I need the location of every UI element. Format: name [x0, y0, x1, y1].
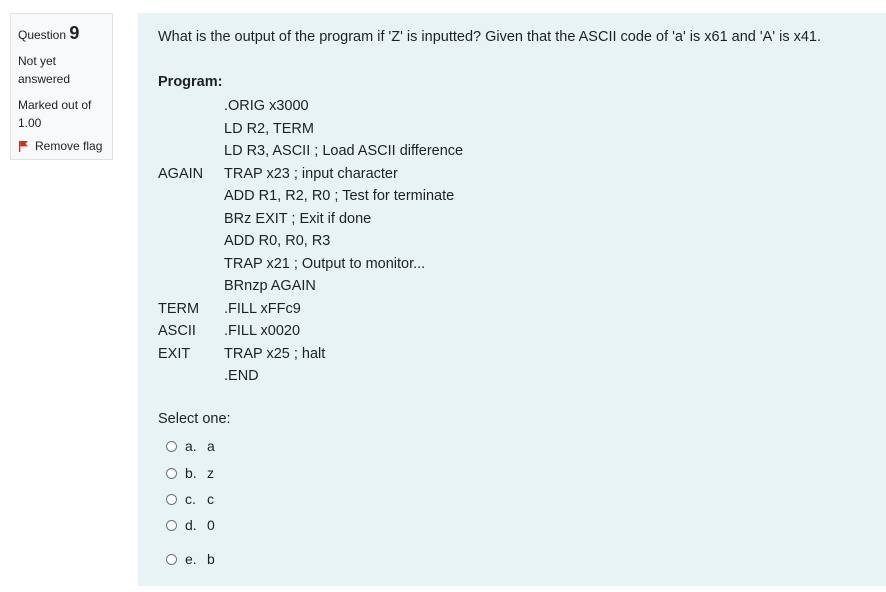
code-line: [158, 320, 758, 343]
program-label: Program:: [158, 74, 223, 90]
answer-option[interactable]: [166, 436, 246, 456]
code-line: [158, 298, 758, 321]
question-number-value: 9: [69, 23, 80, 43]
answer-option-number: c.: [185, 491, 196, 507]
radio-button[interactable]: [166, 494, 177, 505]
answer-option-number: b.: [185, 465, 197, 481]
answer-option-number: a.: [185, 438, 197, 454]
code-line-text: .FILL x0020: [224, 323, 301, 339]
code-line-label: AGAIN: [158, 165, 204, 182]
code-line-text: BRnzp AGAIN: [224, 278, 316, 294]
code-line-text: LD R3, ASCII ; Load ASCII difference: [224, 143, 464, 159]
code-line-text: TRAP x25 ; halt: [224, 345, 326, 362]
answer-option[interactable]: [166, 549, 246, 569]
code-line-label: ASCII: [158, 323, 196, 339]
answer-option-text: c: [207, 491, 214, 507]
code-line: [158, 343, 758, 366]
flag-icon: [18, 140, 29, 152]
question-grade: Marked out of 1.00: [18, 98, 92, 130]
code-line: [158, 230, 758, 253]
code-line: [158, 163, 758, 186]
question-label: Question: [18, 28, 67, 42]
answer-option-text: b: [207, 551, 215, 567]
code-line-text: .FILL xFFc9: [224, 300, 301, 317]
answer-option-text: 0: [207, 517, 215, 533]
radio-button[interactable]: [166, 441, 177, 452]
question-info-panel: [10, 13, 113, 160]
code-line-text: ADD R1, R2, R0 ; Test for terminate: [224, 188, 455, 204]
select-one-label: Select one:: [158, 411, 231, 427]
code-line-text: BRz EXIT ; Exit if done: [224, 210, 372, 227]
code-line-text: LD R2, TERM: [224, 120, 314, 137]
code-line-text: TRAP x21 ; Output to monitor...: [224, 255, 426, 272]
question-state: Not yet answered: [18, 54, 71, 86]
code-line: [158, 253, 758, 276]
question-number: [18, 23, 105, 44]
answer-option-number: d.: [185, 517, 197, 533]
answer-option[interactable]: [166, 515, 246, 535]
answer-option-text: a: [207, 438, 215, 454]
radio-button[interactable]: [166, 520, 177, 531]
answer-option[interactable]: [166, 463, 246, 483]
code-line-text: .ORIG x3000: [224, 98, 309, 114]
code-line-text: TRAP x23 ; input character: [224, 165, 398, 182]
code-line: [158, 275, 758, 298]
code-line: [158, 118, 758, 141]
radio-button[interactable]: [166, 554, 177, 565]
answer-option-number: e.: [185, 551, 197, 567]
code-line: [158, 365, 758, 388]
answer-option-text: z: [207, 465, 214, 481]
code-line-label: EXIT: [158, 345, 191, 362]
code-line: [158, 208, 758, 231]
code-line-label: TERM: [158, 300, 200, 317]
question-content: [138, 13, 886, 586]
remove-flag-button[interactable]: [18, 139, 105, 153]
remove-flag-label: Remove flag: [35, 139, 103, 153]
code-line-text: .END: [224, 368, 259, 384]
code-line-text: ADD R0, R0, R3: [224, 233, 331, 249]
radio-button[interactable]: [166, 468, 177, 479]
program-code: [158, 95, 758, 388]
answer-option[interactable]: [166, 489, 246, 509]
code-line: [158, 185, 758, 208]
question-text: What is the output of the program if 'Z' is inputted? Given that the ASCII code of 'a' is x61 and 'A' is x41.: [158, 29, 822, 45]
code-line: [158, 140, 758, 163]
code-line: [158, 95, 758, 118]
